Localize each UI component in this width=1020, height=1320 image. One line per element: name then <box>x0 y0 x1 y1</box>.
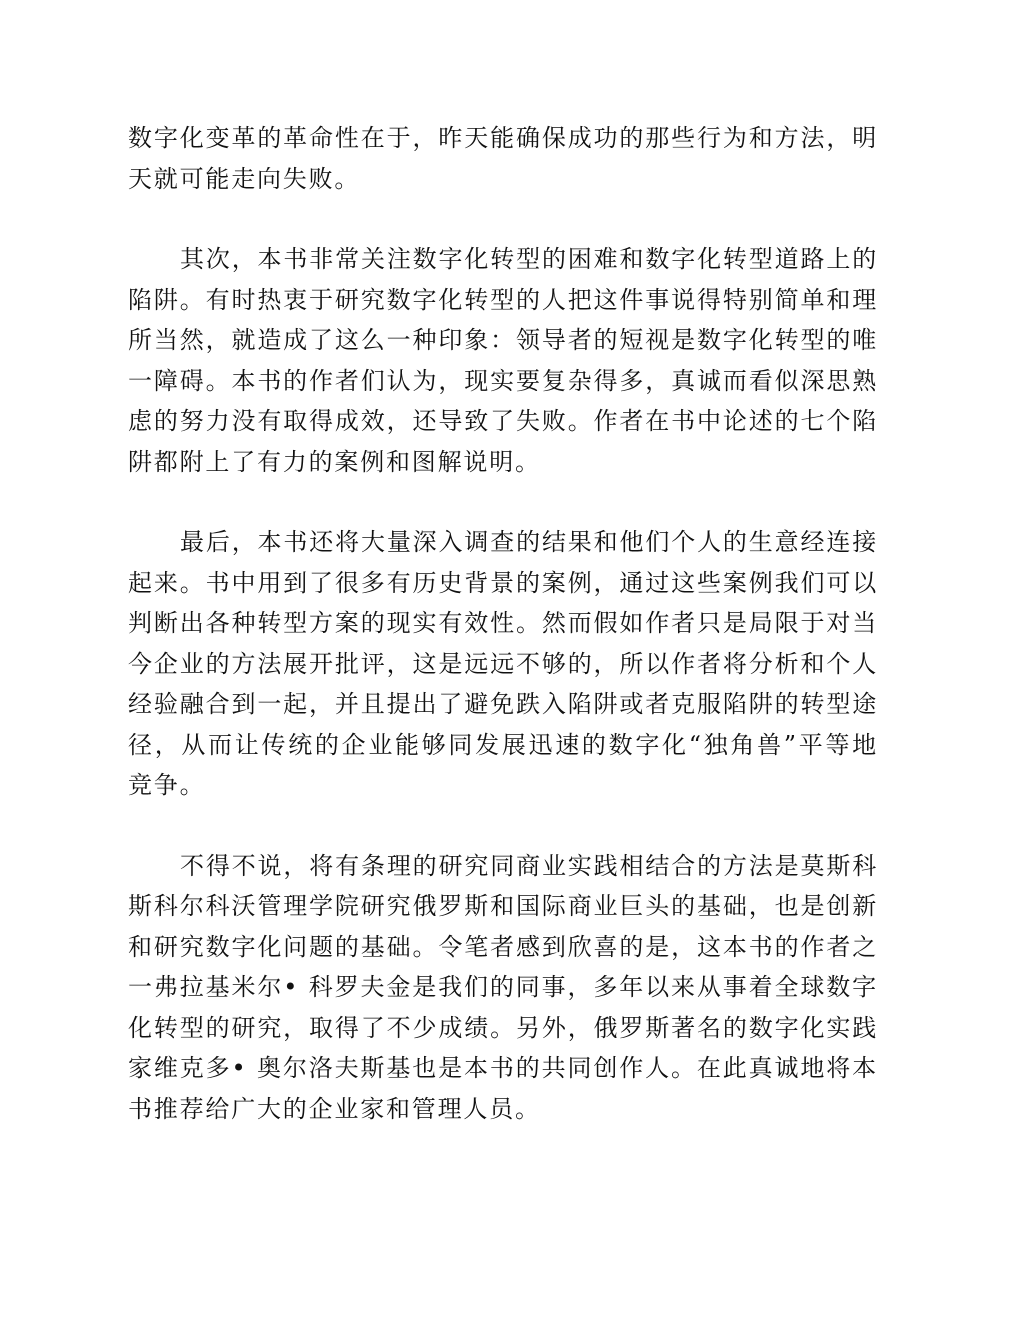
paragraph-4: 不得不说，将有条理的研究同商业实践相结合的方法是莫斯科斯科尔科沃管理学院研究俄罗斯和国际商业巨头的基础，也是创新和研究数字化问题的基础。令笔者感到欣喜的是，这本书的作者之一弗拉基米尔• 科罗夫金是我们的同事，多年以来从事着全球数字化转型的研究，取得了不少成绩。另外，俄罗斯著名的数字化实践家维克多• 奥尔洛夫斯基也是本书的共同创作人。在此真诚地将本书推荐给广大的企业家和管理人员。 <box>128 851 878 1123</box>
paragraph-3: 最后，本书还将大量深入调查的结果和他们个人的生意经连接起来。书中用到了很多有历史背景的案例，通过这些案例我们可以判断出各种转型方案的现实有效性。然而假如作者只是局限于对当今企业的方法展开批评，这是远远不够的，所以作者将分析和个人经验融合到一起，并且提出了避免跌入陷阱或者克服陷阱的转型途径，从而让传统的企业能够同发展迅速的数字化“独角兽”平等地竞争。 <box>128 528 878 799</box>
paragraph-1: 数字化变革的革命性在于，昨天能确保成功的那些行为和方法，明天就可能走向失败。 <box>128 124 878 193</box>
paragraph-2: 其次，本书非常关注数字化转型的困难和数字化转型道路上的陷阱。有时热衷于研究数字化转型的人把这件事说得特别简单和理所当然，就造成了这么一种印象：领导者的短视是数字化转型的唯一障碍。本书的作者们认为，现实要复杂得多，真诚而看似深思熟虑的努力没有取得成效，还导致了失败。作者在书中论述的七个陷阱都附上了有力的案例和图解说明。 <box>128 245 878 476</box>
document-page <box>128 118 878 1129</box>
